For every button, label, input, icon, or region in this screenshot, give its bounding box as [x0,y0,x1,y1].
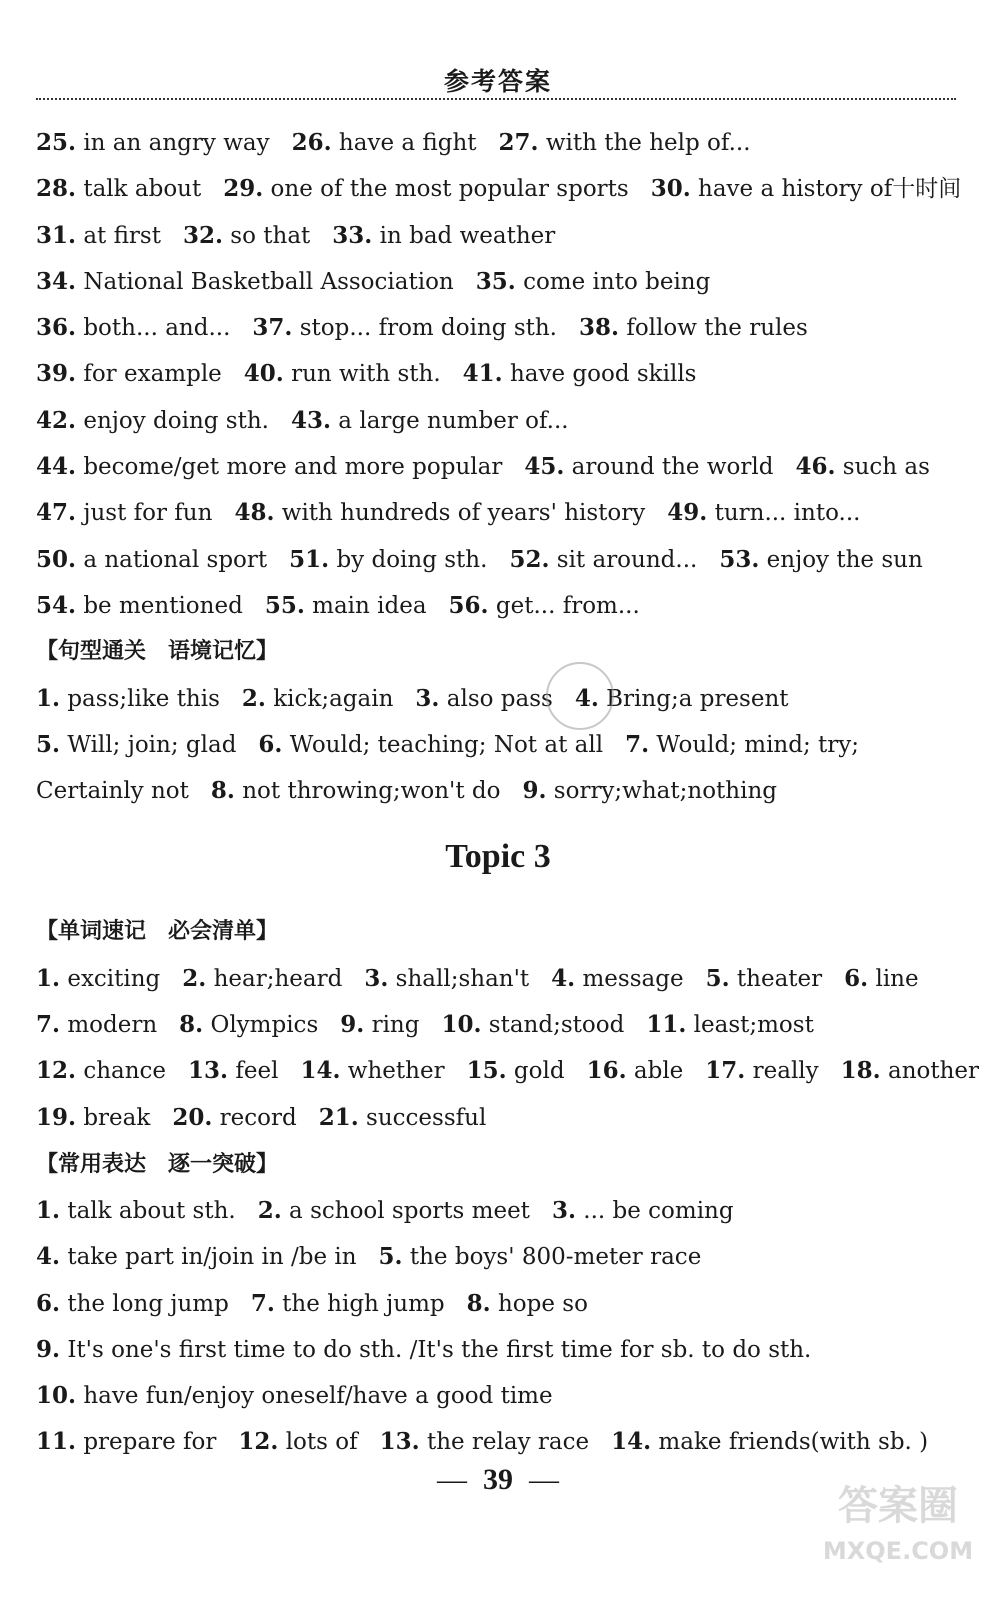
answer-number: 49. [667,499,708,526]
answer-number: 31. [36,222,77,249]
answer-text: talk about [76,176,202,202]
answer-item [587,1058,684,1084]
answer-text: pass;like this [60,686,220,712]
answer-text: modern [60,1012,158,1038]
answer-text: have a history of十时间 [690,176,962,202]
answer-item [319,1105,487,1131]
answer-text: sit around... [549,547,698,573]
answer-item [36,778,189,804]
watermark-domain: MXQE.COM [822,1537,974,1565]
answer-number: 8. [179,1011,204,1038]
section-heading-words: 【单词速记 必会清单】 [36,919,279,944]
answer-number: 34. [36,268,77,295]
answer-number: 1. [36,1197,61,1224]
answer-line-items [36,1058,996,1084]
answer-item [841,1058,979,1084]
answer-number: 9. [340,1011,365,1038]
answer-item [172,1105,296,1131]
answer-text: gold [506,1058,565,1084]
answer-text: with hundreds of years' history [274,500,646,526]
answer-item [36,361,222,387]
answer-text: Would; mind; try; [649,732,860,758]
answer-text: the long jump [60,1291,229,1317]
answer-text: ... be coming [575,1198,734,1224]
answer-number: 2. [182,965,207,992]
answer-line [36,171,983,207]
answer-number: 5. [705,965,730,992]
answer-item [258,732,603,758]
answer-number: 35. [475,268,516,295]
answer-number: 11. [36,1428,77,1455]
answer-line [36,773,799,809]
answer-line-items [36,130,773,156]
answer-number: 13. [188,1057,229,1084]
answer-number: 13. [379,1428,420,1455]
answer-line-items [36,408,591,434]
answer-text: enjoy doing sth. [76,408,269,434]
answer-item [379,1244,702,1270]
answer-number: 4. [574,685,599,712]
header-dotted-rule [36,98,956,100]
answer-item [449,593,640,619]
answer-number: 9. [522,777,547,804]
answer-item [36,1337,811,1363]
answer-number: 48. [234,499,275,526]
answer-text: be mentioned [76,593,243,619]
answer-item [524,454,773,480]
answer-number: 4. [36,1243,61,1270]
answer-number: 38. [579,314,620,341]
answer-number: 56. [448,592,489,619]
answer-text: line [868,966,919,992]
answer-item [340,1012,419,1038]
answer-text: shall;shan't [388,966,530,992]
answer-item [705,1058,818,1084]
answer-item [332,223,555,249]
answer-item [499,130,751,156]
answer-item [646,1012,814,1038]
answer-text: hope so [490,1291,588,1317]
answer-text: stand;stood [481,1012,625,1038]
answer-text: enjoy the sun [759,547,923,573]
answer-item [36,1058,166,1084]
answer-text: both... and... [76,315,231,341]
answer-number: 28. [36,175,77,202]
answer-number: 21. [318,1104,359,1131]
answer-line-items [36,686,811,712]
answer-text: talk about sth. [60,1198,236,1224]
answer-number: 32. [182,222,223,249]
stamp-seal [546,662,614,730]
answer-item [36,1198,236,1224]
answer-line-items [36,1244,723,1270]
answer-number: 45. [524,453,565,480]
answer-text: message [575,966,684,992]
answer-number: 20. [172,1104,213,1131]
answer-item [251,1291,445,1317]
watermark-text: 答案圈 [838,1483,958,1529]
answer-text: main idea [304,593,427,619]
page-dash-right: — [529,1463,559,1496]
answer-number: 14. [611,1428,652,1455]
answer-item [36,223,161,249]
answer-number: 15. [466,1057,507,1084]
answer-item [36,1244,357,1270]
watermark-logo [818,1478,978,1588]
answer-text: sorry;what;nothing [546,778,777,804]
answer-number: 44. [36,453,77,480]
answer-text: in bad weather [372,223,556,249]
topic-title: Topic 3 [445,838,551,875]
answer-line-items [36,732,881,758]
answer-line-items [36,500,882,526]
answer-line [36,1100,508,1136]
answer-line-items [36,315,830,341]
answer-item [467,1058,565,1084]
answer-item [252,315,557,341]
answer-text: able [626,1058,684,1084]
answer-number: 6. [36,1290,61,1317]
answer-number: 25. [36,129,77,156]
answer-number: 26. [291,129,332,156]
answer-number: 51. [289,546,330,573]
answer-line [36,1193,756,1229]
answer-number: 3. [415,685,440,712]
answer-text: feel [228,1058,279,1084]
answer-line [36,495,882,531]
answer-text: become/get more and more popular [76,454,503,480]
answer-text: such as [835,454,930,480]
answer-line [36,1286,610,1322]
answer-number: 3. [364,965,389,992]
answer-text: kick;again [265,686,394,712]
answer-item [36,1291,229,1317]
answer-text: successful [358,1105,487,1131]
answer-item [36,176,201,202]
answer-item [706,966,823,992]
answer-number: 10. [441,1011,482,1038]
answer-item [244,361,441,387]
answer-item [552,1198,734,1224]
answer-text: Olympics [203,1012,319,1038]
answer-text: the high jump [274,1291,445,1317]
answer-item [36,593,243,619]
answer-number: 8. [466,1290,491,1317]
answer-item [380,1429,589,1455]
answer-line-items [36,593,662,619]
answer-item [258,1198,530,1224]
section-heading-expressions: 【常用表达 逐一突破】 [36,1152,279,1177]
answer-text: record [212,1105,297,1131]
answer-item [441,1012,624,1038]
answer-item [182,966,342,992]
answer-text: get... from... [488,593,640,619]
answer-text: chance [76,1058,167,1084]
answer-text: come into being [515,269,711,295]
answer-text: theater [729,966,823,992]
answer-number: 52. [509,546,550,573]
answer-item [467,1291,588,1317]
answer-text: Will; join; glad [60,732,237,758]
answer-item [36,1012,157,1038]
answer-item [183,223,310,249]
answer-line [36,218,577,254]
answer-item [36,408,269,434]
answer-text: have good skills [502,361,697,387]
answer-text: a national sport [76,547,268,573]
answer-line-items [36,966,941,992]
answer-item [265,593,427,619]
answer-line-items [36,1291,610,1317]
answer-number: 36. [36,314,77,341]
answer-number: 55. [264,592,305,619]
answer-item [36,686,220,712]
answer-line [36,356,718,392]
answer-line-items [36,1198,756,1224]
answer-line-items [36,547,945,573]
answer-line-items [36,454,952,480]
answer-number: 46. [795,453,836,480]
answer-number: 27. [498,129,539,156]
answer-line [36,1378,575,1414]
answer-number: 19. [36,1104,77,1131]
answer-item [579,315,808,341]
answer-item [238,1429,357,1455]
answer-number: 30. [650,175,691,202]
answer-number: 41. [462,360,503,387]
answer-line [36,681,811,717]
answer-text: Bring;a present [598,686,789,712]
answer-number: 9. [36,1336,61,1363]
answer-item [211,778,501,804]
answer-number: 16. [586,1057,627,1084]
answer-line [36,449,952,485]
answer-item [36,500,212,526]
answer-number: 33. [332,222,373,249]
answer-text: lots of [278,1429,358,1455]
answer-line [36,1332,833,1368]
answer-text: for example [76,361,222,387]
answer-number: 40. [243,360,284,387]
answer-text: in an angry way [76,130,270,156]
answer-item [795,454,929,480]
answer-text: whether [340,1058,445,1084]
answer-item [36,1429,216,1455]
answer-item [463,361,697,387]
answer-item [292,130,477,156]
answer-text: really [745,1058,819,1084]
answer-number: 37. [252,314,293,341]
answer-number: 2. [257,1197,282,1224]
answer-number: 1. [36,685,61,712]
answer-number: 10. [36,1382,77,1409]
answer-text: the boys' 800-meter race [402,1244,702,1270]
answer-item [476,269,711,295]
answer-item [223,176,628,202]
answer-number: 53. [719,546,760,573]
answer-line-items [36,1337,833,1363]
answer-text: also pass [439,686,553,712]
answer-text: have a fight [331,130,477,156]
page-dash-left: — [437,1463,467,1496]
page-header-title: 参考答案 [443,67,552,96]
answer-line [36,542,945,578]
answer-number: 29. [223,175,264,202]
answer-number: 17. [705,1057,746,1084]
answer-text: exciting [60,966,161,992]
page-number-value: 39 [483,1463,513,1496]
answer-item [36,130,270,156]
answer-line [36,727,881,763]
answer-item [300,1058,444,1084]
answer-item [551,966,683,992]
answer-text: by doing sth. [329,547,488,573]
answer-number: 54. [36,592,77,619]
answer-number: 18. [840,1057,881,1084]
section-heading-sentences: 【句型通关 语境记忆】 [36,639,279,664]
answer-item [234,500,645,526]
answer-text: the relay race [419,1429,590,1455]
answer-text: so that [223,223,311,249]
answer-number: 1. [36,965,61,992]
answer-text: another [880,1058,980,1084]
answer-item [36,547,267,573]
answer-line [36,403,591,439]
answer-line [36,1239,723,1275]
answer-line [36,961,941,997]
answer-number: 12. [238,1428,279,1455]
answer-text: stop... from doing sth. [292,315,557,341]
answer-number: 4. [551,965,576,992]
answer-text: run with sth. [283,361,441,387]
answer-line [36,1007,836,1043]
answer-item [36,966,160,992]
answer-text: ring [364,1012,420,1038]
answer-text: prepare for [76,1429,217,1455]
answer-number: 6. [844,965,869,992]
answer-text: with the help of... [538,130,751,156]
answer-item [36,1105,150,1131]
answer-text: least;most [686,1012,814,1038]
answer-text: take part in/join in /be in [60,1244,357,1270]
answer-item [188,1058,278,1084]
answer-number: 12. [36,1057,77,1084]
answer-item [242,686,394,712]
answer-text: It's one's first time to do sth. /It's the first time for sb. to do sth. [60,1337,812,1363]
answer-item [179,1012,318,1038]
answer-number: 3. [551,1197,576,1224]
answer-number: 42. [36,407,77,434]
answer-line [36,125,773,161]
answer-number: 7. [625,731,650,758]
answer-number: 14. [300,1057,341,1084]
answer-number: 7. [36,1011,61,1038]
answer-text: a school sports meet [281,1198,530,1224]
answer-item [36,269,454,295]
answer-number: 50. [36,546,77,573]
answer-item [364,966,529,992]
answer-text: make friends(with sb. ) [651,1429,929,1455]
answer-number: 5. [36,731,61,758]
answer-line-items [36,269,732,295]
answer-number: 2. [241,685,266,712]
answer-item [36,1383,553,1409]
answer-number: 11. [646,1011,687,1038]
answer-line-items [36,223,577,249]
answer-number: 39. [36,360,77,387]
answer-text: Certainly not [36,778,189,804]
answer-text: Would; teaching; Not at all [282,732,604,758]
answer-item [36,454,502,480]
answer-text: have fun/enjoy oneself/have a good time [76,1383,553,1409]
answer-item [36,315,230,341]
answer-text: follow the rules [619,315,808,341]
answer-line [36,588,662,624]
answer-item [625,732,859,758]
answer-item [291,408,569,434]
answer-item [289,547,487,573]
answer-item [509,547,697,573]
answer-line [36,264,732,300]
answer-text: at first [76,223,161,249]
answer-text: turn... into... [707,500,861,526]
answer-line-items [36,361,718,387]
answer-line-items [36,778,799,804]
answer-item [415,686,552,712]
answer-text: National Basketball Association [76,269,454,295]
answer-line-items [36,1105,508,1131]
answer-number: 5. [378,1243,403,1270]
answer-line [36,310,830,346]
answer-item [36,732,236,758]
answer-item [667,500,860,526]
answer-item [719,547,922,573]
answer-item [611,1429,928,1455]
answer-number: 7. [250,1290,275,1317]
answer-number: 43. [290,407,331,434]
answer-text: a large number of... [331,408,569,434]
answer-text: around the world [564,454,774,480]
answer-text: one of the most popular sports [263,176,629,202]
answer-line [36,1424,950,1460]
answer-line-items [36,1383,575,1409]
answer-text: hear;heard [206,966,343,992]
answer-line [36,1053,996,1089]
answer-number: 8. [210,777,235,804]
answer-item [522,778,777,804]
answer-number: 6. [258,731,283,758]
answer-text: just for fun [76,500,213,526]
answer-item [844,966,918,992]
answer-line-items [36,1429,950,1455]
answer-line-items [36,176,983,202]
answer-item [651,176,962,202]
answer-text: break [76,1105,151,1131]
answer-line-items [36,1012,836,1038]
answer-text: not throwing;won't do [234,778,501,804]
answer-number: 47. [36,499,77,526]
